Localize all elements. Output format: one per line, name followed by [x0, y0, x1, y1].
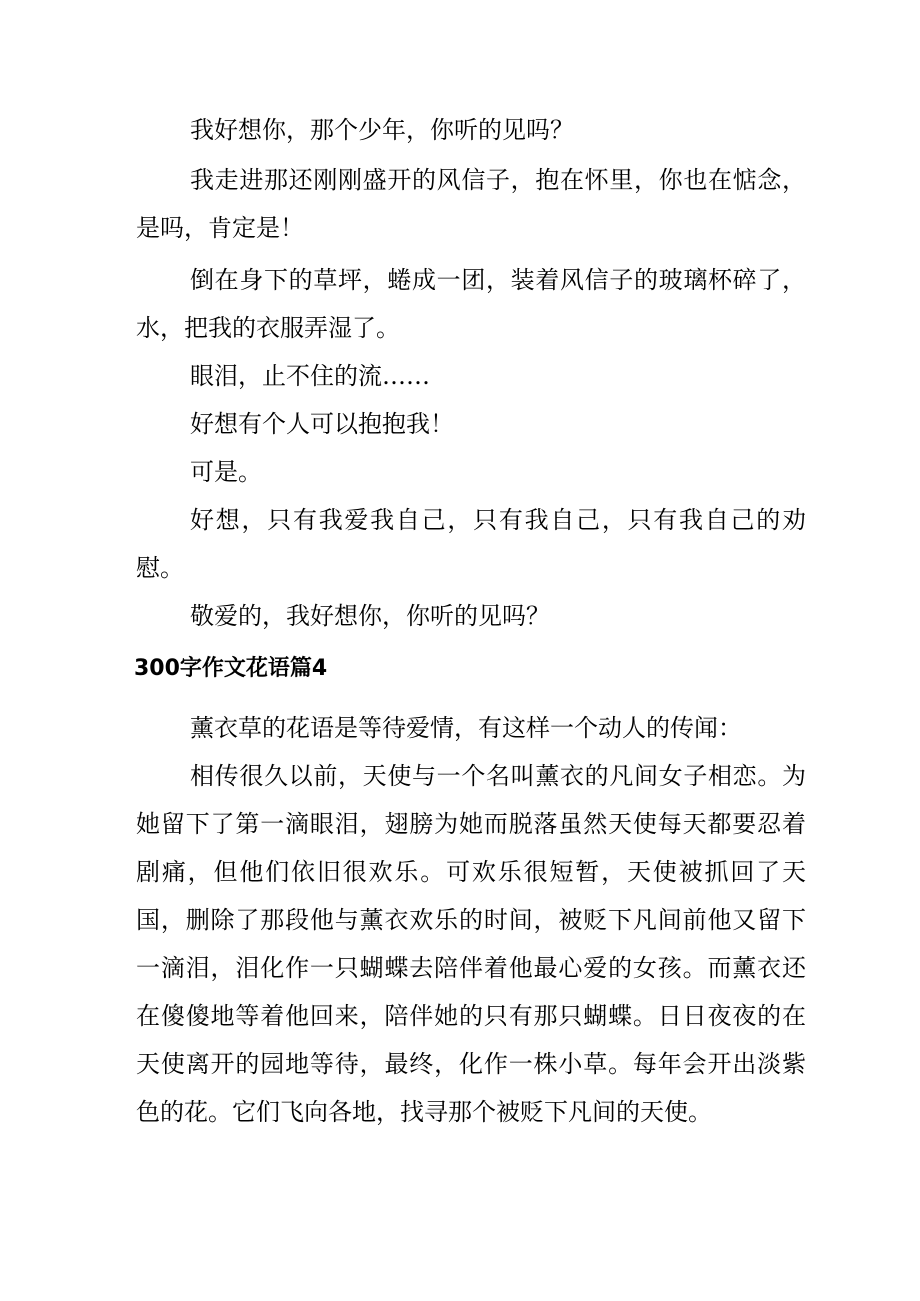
section-heading: 300字作文花语篇4 [134, 656, 328, 681]
paragraph-4: 眼泪，止不住的流…… [190, 362, 430, 390]
paragraph-2: 我走进那还刚刚盛开的风信子，抱在怀里，你也在惦念，是吗，肯定是！ [136, 166, 806, 242]
paragraph-6: 可是。 [190, 458, 262, 486]
paragraph-3: 倒在身下的草坪，蜷成一团，装着风信子的玻璃杯碎了，水，把我的衣服弄湿了。 [136, 266, 806, 342]
paragraph-10: 相传很久以前，天使与一个名叫薰衣的凡间女子相恋。为她留下了第一滴眼泪，翅膀为她而脱落虽然天使每天都要忍着剧痛，但他们依旧很欢乐。可欢乐很短暂，天使被抓回了天国，删除了那段他与薰衣欢乐的时间，被贬下凡间前他又留下一滴泪，泪化作一只蝴蝶去陪伴着他最心爱的女孩。而薰衣还在傻傻地等着他回来，陪伴她的只有那只蝴蝶。日日夜夜的在天使离开的园地等待，最终，化作一株小草。每年会开出淡紫色的花。它们飞向各地，找寻那个被贬下凡间的天使。 [136, 762, 806, 1126]
paragraph-9: 薰衣草的花语是等待爱情，有这样一个动人的传闻： [190, 714, 742, 742]
paragraph-1: 我好想你，那个少年，你听的见吗？ [190, 116, 574, 144]
paragraph-8: 敬爱的，我好想你，你听的见吗？ [190, 602, 550, 630]
paragraph-5: 好想有个人可以抱抱我！ [190, 410, 454, 438]
paragraph-7: 好想，只有我爱我自己，只有我自己，只有我自己的劝慰。 [136, 506, 806, 582]
